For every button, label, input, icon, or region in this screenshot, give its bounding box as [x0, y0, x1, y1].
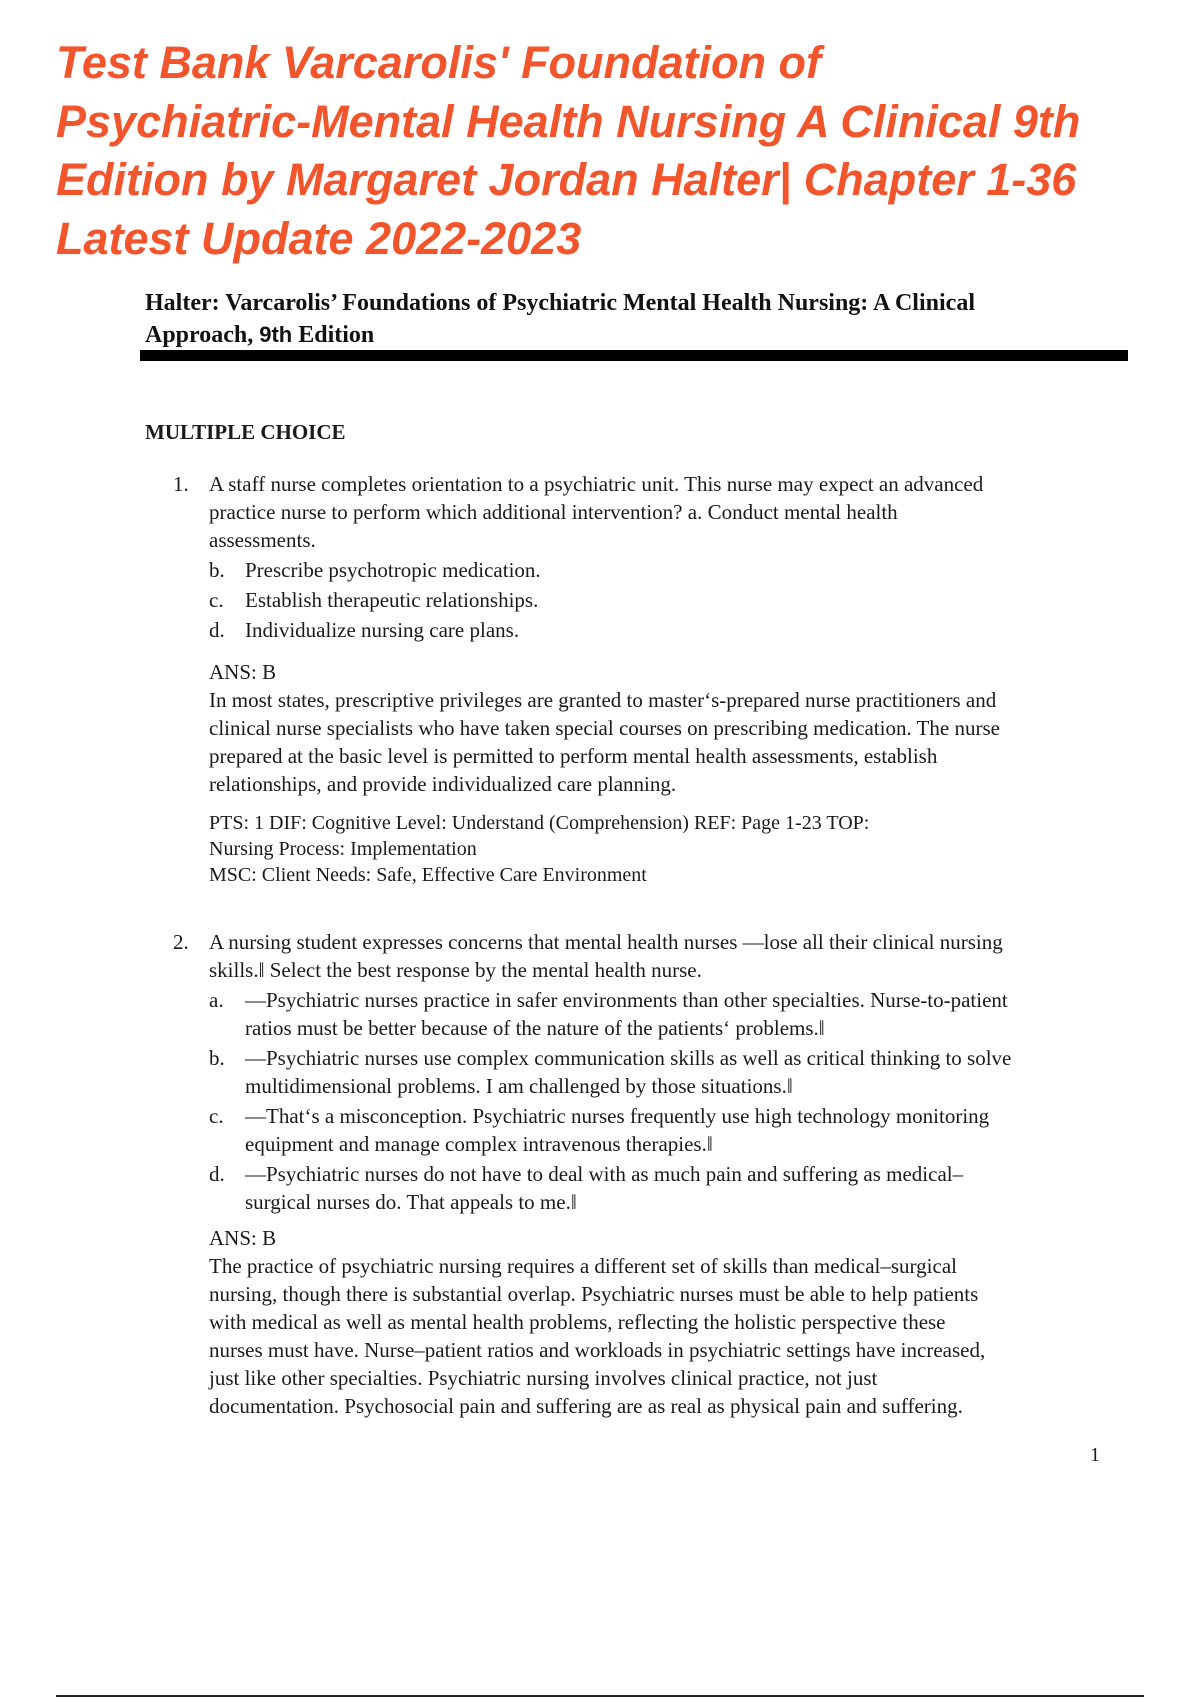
- option-text: multidimensional problems. I am challenged by those situations.‖: [245, 1074, 793, 1098]
- question-1: [173, 470, 1133, 888]
- option-text: ―Psychiatric nurses use complex communication skills as well as critical thinking to solve: [245, 1046, 1012, 1070]
- rationale-line: clinical nurse specialists who have taken special courses on prescribing medication. The nurse: [209, 716, 1000, 740]
- rationale-line: nurses must have. Nurse–patient ratios and workloads in psychiatric settings have increased,: [209, 1338, 986, 1362]
- option-letter: b.: [209, 1046, 225, 1070]
- option-letter: d.: [209, 618, 225, 642]
- option-text: Individualize nursing care plans.: [245, 618, 520, 642]
- meta-line: MSC: Client Needs: Safe, Effective Care Environment: [209, 864, 647, 886]
- subtitle-line-2: [145, 319, 1125, 351]
- option-text: ratios must be better because of the nature of the patients‘ problems.‖: [245, 1016, 825, 1040]
- stem-line: assessments.: [209, 528, 316, 552]
- option-c: [209, 1102, 1133, 1158]
- question-2: [173, 928, 1133, 1420]
- title-line: Latest Update 2022-2023: [56, 212, 582, 264]
- option-d: [209, 616, 1133, 644]
- option-b: [209, 1044, 1133, 1100]
- meta-line: PTS: 1 DIF: Cognitive Level: Understand (Comprehension) REF: Page 1-23 TOP:: [209, 812, 870, 834]
- option-letter: a.: [209, 988, 224, 1012]
- answer-key: ANS: B: [209, 1226, 277, 1250]
- option-text: ―That‘s a misconception. Psychiatric nurses frequently use high technology monitoring: [245, 1104, 990, 1128]
- question-number: 2.: [173, 930, 189, 954]
- question-stem: [209, 470, 1133, 554]
- rationale-line: nursing, though there is substantial overlap. Psychiatric nurses must be able to help patients: [209, 1282, 979, 1306]
- option-letter: c.: [209, 588, 224, 612]
- question-stem: [209, 928, 1133, 984]
- option-b: [209, 556, 1133, 584]
- option-text: Establish therapeutic relationships.: [245, 588, 539, 612]
- stem-line: A nursing student expresses concerns that mental health nurses ―lose all their clinical nursing: [209, 930, 1003, 954]
- answer-block: [209, 658, 1133, 798]
- rationale-line: just like other specialties. Psychiatric nursing involves clinical practice, not just: [209, 1366, 878, 1390]
- rationale-line: In most states, prescriptive privileges are granted to master‘s-prepared nurse practitioners and: [209, 688, 997, 712]
- question-number: 1.: [173, 472, 189, 496]
- answer-block: [209, 1224, 1133, 1420]
- title-line: Test Bank Varcarolis' Foundation of: [56, 37, 821, 88]
- option-letter: d.: [209, 1162, 225, 1186]
- option-c: [209, 586, 1133, 614]
- subtitle-edition: Edition: [298, 322, 375, 348]
- document-title: [56, 34, 1176, 268]
- subtitle-approach: Approach,: [145, 322, 254, 348]
- heading-rule: [140, 350, 1128, 361]
- title-line: Edition by Margaret Jordan Halter| Chapter 1-36: [56, 154, 1077, 205]
- answer-key: ANS: B: [209, 660, 277, 684]
- option-d: [209, 1160, 1133, 1216]
- option-text: ―Psychiatric nurses practice in safer environments than other specialties. Nurse-to-patient: [245, 988, 1008, 1012]
- rationale-line: with medical as well as mental health problems, reflecting the holistic perspective these: [209, 1310, 946, 1334]
- rationale-line: relationships, and provide individualized care planning.: [209, 772, 677, 796]
- option-text: surgical nurses do. That appeals to me.‖: [245, 1190, 577, 1214]
- stem-line: skills.‖ Select the best response by the mental health nurse.: [209, 958, 702, 982]
- option-text: ―Psychiatric nurses do not have to deal with as much pain and suffering as medical–: [245, 1162, 964, 1186]
- section-heading: MULTIPLE CHOICE: [145, 420, 346, 444]
- subtitle-edition-number: 9th: [259, 322, 293, 347]
- page-number: 1: [1090, 1444, 1100, 1466]
- rationale-line: prepared at the basic level is permitted to perform mental health assessments, establish: [209, 744, 938, 768]
- option-letter: b.: [209, 558, 225, 582]
- stem-line: practice nurse to perform which additional intervention? a. Conduct mental health: [209, 500, 898, 524]
- option-letter: c.: [209, 1104, 224, 1128]
- question-metadata: [209, 810, 1133, 888]
- rationale-line: documentation. Psychosocial pain and suffering are as real as physical pain and suffering.: [209, 1394, 963, 1418]
- meta-line: Nursing Process: Implementation: [209, 838, 477, 860]
- stem-line: A staff nurse completes orientation to a psychiatric unit. This nurse may expect an advanced: [209, 472, 984, 496]
- book-subtitle: [145, 287, 1125, 351]
- option-text: Prescribe psychotropic medication.: [245, 558, 541, 582]
- rationale-line: The practice of psychiatric nursing requires a different set of skills than medical–surgical: [209, 1254, 957, 1278]
- title-line: Psychiatric-Mental Health Nursing A Clinical 9th: [56, 95, 1081, 147]
- option-text: equipment and manage complex intravenous therapies.‖: [245, 1132, 713, 1156]
- subtitle-line-1: Halter: Varcarolis’ Foundations of Psychiatric Mental Health Nursing: A Clinical: [145, 290, 975, 316]
- footer-rule: [56, 1695, 1144, 1697]
- option-a: [209, 986, 1133, 1042]
